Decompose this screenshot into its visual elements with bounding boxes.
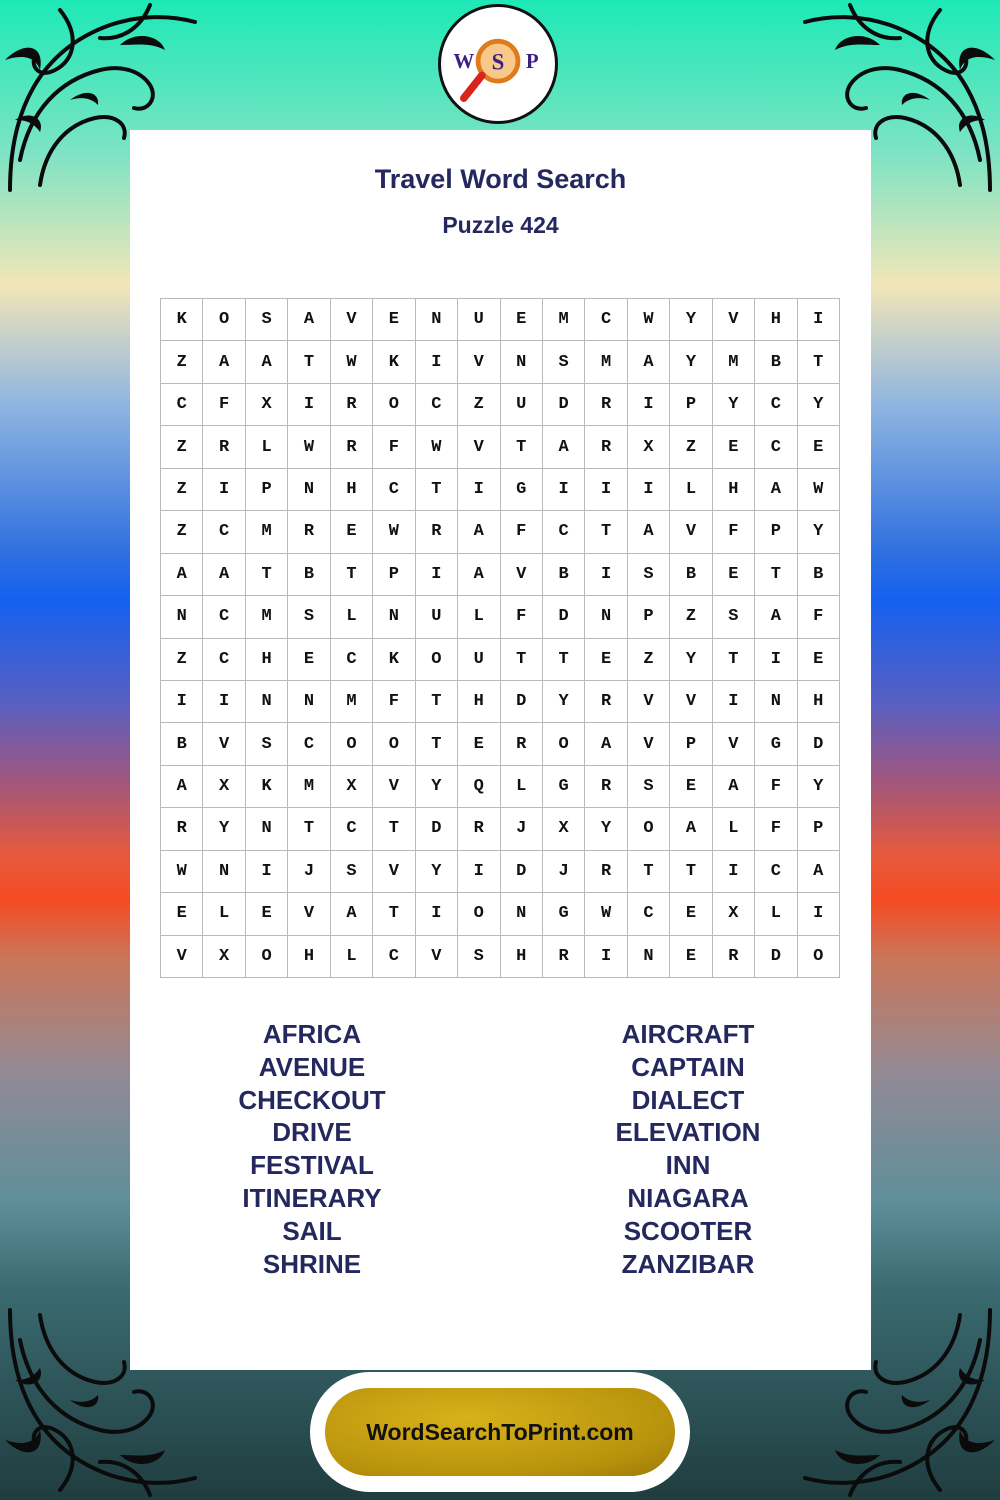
grid-cell[interactable]: Z (458, 384, 500, 426)
grid-cell[interactable]: H (246, 639, 288, 681)
grid-cell[interactable]: V (670, 511, 712, 553)
grid-cell[interactable]: R (331, 426, 373, 468)
grid-cell[interactable]: W (798, 469, 840, 511)
puzzle-title: Travel Word Search (374, 164, 627, 194)
grid-cell[interactable]: O (628, 808, 670, 850)
grid-cell[interactable]: S (713, 596, 755, 638)
grid-cell[interactable]: A (161, 766, 203, 808)
grid-cell[interactable]: N (203, 851, 245, 893)
grid-cell[interactable]: U (458, 299, 500, 341)
grid-cell[interactable]: W (331, 341, 373, 383)
grid-cell[interactable]: T (628, 851, 670, 893)
grid-cell[interactable]: M (585, 341, 627, 383)
grid-cell[interactable]: F (755, 808, 797, 850)
grid-cell[interactable]: I (713, 851, 755, 893)
grid-cell[interactable]: Y (203, 808, 245, 850)
grid-cell[interactable]: I (585, 936, 627, 978)
grid-cell[interactable]: Y (798, 384, 840, 426)
grid-cell[interactable]: T (373, 808, 415, 850)
grid-cell[interactable]: C (628, 893, 670, 935)
grid-cell[interactable]: P (670, 384, 712, 426)
grid-cell[interactable]: I (585, 554, 627, 596)
grid-cell[interactable]: O (543, 723, 585, 765)
grid-cell[interactable]: C (755, 384, 797, 426)
grid-cell[interactable]: R (203, 426, 245, 468)
grid-cell[interactable]: I (416, 554, 458, 596)
grid-cell[interactable]: V (373, 766, 415, 808)
logo-letter-w: W (453, 48, 475, 73)
grid-cell[interactable]: O (373, 723, 415, 765)
grid-cell[interactable]: J (501, 808, 543, 850)
grid-cell[interactable]: M (331, 681, 373, 723)
grid-cell[interactable]: V (458, 426, 500, 468)
grid-cell[interactable]: V (501, 554, 543, 596)
grid-cell[interactable]: O (798, 936, 840, 978)
grid-cell[interactable]: V (670, 681, 712, 723)
grid-cell[interactable]: Z (161, 341, 203, 383)
grid-cell[interactable]: A (161, 554, 203, 596)
grid-cell[interactable]: T (670, 851, 712, 893)
grid-cell[interactable]: P (670, 723, 712, 765)
grid-cell[interactable]: R (585, 426, 627, 468)
grid-cell[interactable]: T (246, 554, 288, 596)
grid-cell[interactable]: T (416, 469, 458, 511)
grid-cell[interactable]: Y (670, 299, 712, 341)
grid-cell[interactable]: C (331, 808, 373, 850)
logo-letter-s: S (491, 49, 505, 75)
grid-cell[interactable]: R (288, 511, 330, 553)
grid-cell[interactable]: W (373, 511, 415, 553)
grid-cell[interactable]: S (331, 851, 373, 893)
grid-cell[interactable]: S (458, 936, 500, 978)
grid-cell[interactable]: C (585, 299, 627, 341)
grid-cell[interactable]: P (628, 596, 670, 638)
grid-cell[interactable]: A (331, 893, 373, 935)
grid-cell[interactable]: I (585, 469, 627, 511)
grid-cell[interactable]: B (161, 723, 203, 765)
word-list-left (162, 1018, 462, 1280)
grid-cell[interactable]: A (713, 766, 755, 808)
grid-cell[interactable]: A (628, 511, 670, 553)
grid-cell[interactable]: L (331, 936, 373, 978)
grid-cell[interactable]: B (798, 554, 840, 596)
grid-cell[interactable]: E (713, 426, 755, 468)
grid-cell[interactable]: O (373, 384, 415, 426)
grid-cell[interactable]: R (585, 384, 627, 426)
grid-cell[interactable]: Z (628, 639, 670, 681)
word-list-item: CHECKOUT (238, 1084, 386, 1115)
grid-cell[interactable]: H (458, 681, 500, 723)
grid-cell[interactable]: C (755, 426, 797, 468)
grid-cell[interactable]: I (628, 469, 670, 511)
grid-cell[interactable]: I (458, 469, 500, 511)
grid-cell[interactable]: I (416, 341, 458, 383)
grid-cell[interactable]: Q (458, 766, 500, 808)
grid-cell[interactable]: R (331, 384, 373, 426)
grid-cell[interactable]: Z (670, 426, 712, 468)
grid-cell[interactable]: W (416, 426, 458, 468)
grid-cell[interactable]: R (543, 936, 585, 978)
grid-cell[interactable]: W (288, 426, 330, 468)
grid-cell[interactable]: O (246, 936, 288, 978)
grid-cell[interactable]: U (501, 384, 543, 426)
grid-cell[interactable]: D (416, 808, 458, 850)
grid-cell[interactable]: S (246, 299, 288, 341)
grid-cell[interactable]: A (670, 808, 712, 850)
grid-cell[interactable]: N (755, 681, 797, 723)
grid-cell[interactable]: C (416, 384, 458, 426)
grid-cell[interactable]: A (755, 596, 797, 638)
grid-cell[interactable]: X (331, 766, 373, 808)
grid-cell[interactable]: E (501, 299, 543, 341)
grid-cell[interactable]: F (373, 681, 415, 723)
grid-cell[interactable]: C (203, 596, 245, 638)
grid-cell[interactable]: A (458, 511, 500, 553)
grid-cell[interactable]: H (713, 469, 755, 511)
grid-cell[interactable]: F (203, 384, 245, 426)
grid-cell[interactable]: V (628, 681, 670, 723)
grid-cell[interactable]: T (416, 681, 458, 723)
grid-cell[interactable]: D (543, 596, 585, 638)
grid-cell[interactable]: Z (161, 426, 203, 468)
word-list-item: ITINERARY (242, 1182, 382, 1213)
grid-cell[interactable]: I (203, 681, 245, 723)
grid-cell[interactable]: L (713, 808, 755, 850)
grid-cell[interactable]: I (713, 681, 755, 723)
grid-cell[interactable]: W (585, 893, 627, 935)
word-list-item: SCOOTER (623, 1215, 753, 1246)
grid-cell[interactable]: B (288, 554, 330, 596)
grid-cell[interactable]: Z (161, 469, 203, 511)
grid-cell[interactable]: E (288, 639, 330, 681)
grid-cell[interactable]: E (331, 511, 373, 553)
word-list-item: DIALECT (631, 1084, 745, 1115)
grid-cell[interactable]: H (288, 936, 330, 978)
grid-cell[interactable]: K (246, 766, 288, 808)
grid-cell[interactable]: C (755, 851, 797, 893)
grid-cell[interactable]: I (416, 893, 458, 935)
grid-cell[interactable]: A (203, 341, 245, 383)
grid-cell[interactable]: Z (161, 511, 203, 553)
word-list-item: INN (665, 1150, 711, 1181)
grid-cell[interactable]: Z (670, 596, 712, 638)
grid-cell[interactable]: N (288, 469, 330, 511)
grid-cell[interactable]: E (713, 554, 755, 596)
grid-cell[interactable]: X (628, 426, 670, 468)
grid-cell[interactable]: N (161, 596, 203, 638)
grid-cell[interactable]: A (798, 851, 840, 893)
grid-cell[interactable]: W (161, 851, 203, 893)
grid-cell[interactable]: V (713, 299, 755, 341)
word-list-item: AFRICA (262, 1019, 362, 1049)
grid-cell[interactable]: L (246, 426, 288, 468)
grid-cell[interactable]: X (246, 384, 288, 426)
grid-cell[interactable]: L (458, 596, 500, 638)
grid-cell[interactable]: E (670, 893, 712, 935)
grid-cell[interactable]: X (543, 808, 585, 850)
grid-cell[interactable]: C (543, 511, 585, 553)
grid-cell[interactable]: Y (670, 639, 712, 681)
grid-cell[interactable]: M (288, 766, 330, 808)
grid-cell[interactable]: M (246, 511, 288, 553)
grid-cell[interactable]: R (585, 766, 627, 808)
grid-cell[interactable]: R (585, 851, 627, 893)
grid-cell[interactable]: L (203, 893, 245, 935)
grid-cell[interactable]: F (501, 596, 543, 638)
grid-cell[interactable]: E (161, 893, 203, 935)
grid-cell[interactable]: F (755, 766, 797, 808)
grid-cell[interactable]: J (543, 851, 585, 893)
grid-cell[interactable]: C (373, 936, 415, 978)
grid-cell[interactable]: I (798, 893, 840, 935)
grid-cell[interactable]: F (373, 426, 415, 468)
grid-cell[interactable]: U (458, 639, 500, 681)
grid-cell[interactable]: T (543, 639, 585, 681)
grid-cell[interactable]: Y (416, 851, 458, 893)
grid-cell[interactable]: N (628, 936, 670, 978)
grid-cell[interactable]: Y (798, 766, 840, 808)
grid-cell[interactable]: C (203, 511, 245, 553)
grid-cell[interactable]: T (416, 723, 458, 765)
grid-cell[interactable]: N (373, 596, 415, 638)
grid-cell[interactable]: R (501, 723, 543, 765)
puzzle-sheet (130, 130, 871, 1370)
grid-cell[interactable]: B (670, 554, 712, 596)
grid-cell[interactable]: V (713, 723, 755, 765)
grid-cell[interactable]: P (373, 554, 415, 596)
grid-cell[interactable]: V (203, 723, 245, 765)
grid-cell[interactable]: I (458, 851, 500, 893)
grid-cell[interactable]: D (543, 384, 585, 426)
grid-cell[interactable]: L (755, 893, 797, 935)
grid-cell[interactable]: I (628, 384, 670, 426)
grid-cell[interactable]: R (161, 808, 203, 850)
grid-cell[interactable]: V (416, 936, 458, 978)
grid-cell[interactable]: P (246, 469, 288, 511)
grid-cell[interactable]: O (331, 723, 373, 765)
grid-cell[interactable]: H (755, 299, 797, 341)
grid-cell[interactable]: Y (416, 766, 458, 808)
logo-letter-p: P (525, 48, 539, 73)
grid-cell[interactable]: S (628, 554, 670, 596)
grid-cell[interactable]: D (501, 851, 543, 893)
grid-cell[interactable]: S (543, 341, 585, 383)
grid-cell[interactable]: V (331, 299, 373, 341)
grid-cell[interactable]: I (288, 384, 330, 426)
word-list-right (538, 1018, 838, 1280)
grid-cell[interactable]: V (161, 936, 203, 978)
grid-cell[interactable]: E (798, 639, 840, 681)
grid-cell[interactable]: Y (713, 384, 755, 426)
grid-cell[interactable]: H (331, 469, 373, 511)
grid-cell[interactable]: I (543, 469, 585, 511)
grid-cell[interactable]: X (713, 893, 755, 935)
grid-cell[interactable]: T (501, 639, 543, 681)
grid-cell[interactable]: U (416, 596, 458, 638)
grid-cell[interactable]: R (416, 511, 458, 553)
word-list-item: ZANZIBAR (621, 1248, 755, 1279)
grid-cell[interactable]: E (458, 723, 500, 765)
grid-cell[interactable]: E (798, 426, 840, 468)
grid-cell[interactable]: M (543, 299, 585, 341)
site-link-text: WordSearchToPrint.com (366, 1418, 634, 1445)
grid-cell[interactable]: O (458, 893, 500, 935)
puzzle-number: Puzzle 424 (442, 212, 559, 238)
grid-cell[interactable]: D (798, 723, 840, 765)
grid-cell[interactable]: N (585, 596, 627, 638)
grid-cell[interactable]: A (585, 723, 627, 765)
grid-cell[interactable]: F (798, 596, 840, 638)
grid-cell[interactable]: V (458, 341, 500, 383)
grid-cell[interactable]: I (246, 851, 288, 893)
grid-cell[interactable]: M (246, 596, 288, 638)
grid-cell[interactable]: Y (798, 511, 840, 553)
grid-cell[interactable]: V (628, 723, 670, 765)
grid-cell[interactable]: P (798, 808, 840, 850)
grid-cell[interactable]: G (543, 766, 585, 808)
grid-cell[interactable]: T (373, 893, 415, 935)
grid-cell[interactable]: D (501, 681, 543, 723)
grid-cell[interactable]: N (246, 808, 288, 850)
grid-cell[interactable]: S (246, 723, 288, 765)
grid-cell[interactable]: V (288, 893, 330, 935)
grid-cell[interactable]: L (331, 596, 373, 638)
word-list-item: AVENUE (258, 1051, 366, 1082)
grid-cell[interactable]: R (458, 808, 500, 850)
grid-cell[interactable]: A (246, 341, 288, 383)
grid-cell[interactable]: K (373, 341, 415, 383)
grid-cell[interactable]: Y (670, 341, 712, 383)
grid-cell[interactable]: C (203, 639, 245, 681)
grid-cell[interactable]: E (670, 766, 712, 808)
grid-cell[interactable]: L (501, 766, 543, 808)
grid-cell[interactable]: A (458, 554, 500, 596)
word-list-item: SAIL (282, 1215, 342, 1246)
grid-cell[interactable]: C (373, 469, 415, 511)
grid-cell[interactable]: C (161, 384, 203, 426)
grid-cell[interactable]: A (628, 341, 670, 383)
grid-cell[interactable]: T (585, 511, 627, 553)
grid-cell[interactable]: L (670, 469, 712, 511)
grid-cell[interactable]: R (713, 936, 755, 978)
word-list-item: ELEVATION (615, 1117, 761, 1148)
grid-cell[interactable]: T (288, 808, 330, 850)
grid-cell[interactable]: E (585, 639, 627, 681)
grid-cell[interactable]: T (331, 554, 373, 596)
letter-grid (160, 298, 840, 978)
grid-cell[interactable]: C (288, 723, 330, 765)
grid-cell[interactable]: T (798, 341, 840, 383)
grid-cell[interactable]: T (755, 554, 797, 596)
grid-cell[interactable]: X (203, 766, 245, 808)
grid-cell[interactable]: G (501, 469, 543, 511)
grid-cell[interactable]: H (798, 681, 840, 723)
grid-cell[interactable]: N (501, 341, 543, 383)
word-list-item: AIRCRAFT (621, 1019, 755, 1049)
grid-cell[interactable]: F (713, 511, 755, 553)
grid-cell[interactable]: J (288, 851, 330, 893)
grid-cell[interactable]: P (755, 511, 797, 553)
grid-cell[interactable]: E (670, 936, 712, 978)
grid-cell[interactable]: S (288, 596, 330, 638)
grid-cell[interactable]: G (755, 723, 797, 765)
grid-cell[interactable]: Y (543, 681, 585, 723)
grid-cell[interactable]: W (628, 299, 670, 341)
word-list-item: FESTIVAL (250, 1150, 374, 1181)
grid-cell[interactable]: I (798, 299, 840, 341)
grid-cell[interactable]: B (755, 341, 797, 383)
word-list-item: DRIVE (272, 1117, 352, 1148)
word-list-item: CAPTAIN (631, 1051, 745, 1082)
grid-cell[interactable]: B (543, 554, 585, 596)
grid-cell[interactable]: T (288, 341, 330, 383)
grid-cell[interactable]: F (501, 511, 543, 553)
grid-cell[interactable]: E (373, 299, 415, 341)
grid-cell[interactable]: A (543, 426, 585, 468)
grid-cell[interactable]: I (755, 639, 797, 681)
grid-cell[interactable]: S (628, 766, 670, 808)
wsp-logo[interactable] (438, 4, 558, 124)
grid-cell[interactable]: E (246, 893, 288, 935)
grid-cell[interactable]: O (203, 299, 245, 341)
grid-cell[interactable]: G (543, 893, 585, 935)
grid-cell[interactable]: A (203, 554, 245, 596)
grid-cell[interactable]: K (373, 639, 415, 681)
grid-cell[interactable]: N (246, 681, 288, 723)
word-list-item: SHRINE (262, 1248, 362, 1279)
word-list-item: NIAGARA (627, 1182, 749, 1213)
grid-cell[interactable]: H (501, 936, 543, 978)
grid-cell[interactable]: N (501, 893, 543, 935)
grid-cell[interactable]: K (161, 299, 203, 341)
grid-cell[interactable]: M (713, 341, 755, 383)
grid-cell[interactable]: D (755, 936, 797, 978)
grid-cell[interactable]: R (585, 681, 627, 723)
grid-cell[interactable]: A (755, 469, 797, 511)
grid-cell[interactable]: T (713, 639, 755, 681)
grid-cell[interactable]: Z (161, 639, 203, 681)
grid-cell[interactable]: C (331, 639, 373, 681)
grid-cell[interactable]: I (161, 681, 203, 723)
grid-cell[interactable]: O (416, 639, 458, 681)
grid-cell[interactable]: N (416, 299, 458, 341)
grid-cell[interactable]: I (203, 469, 245, 511)
grid-cell[interactable]: N (288, 681, 330, 723)
site-link-button[interactable] (325, 1388, 675, 1476)
grid-cell[interactable]: T (501, 426, 543, 468)
grid-cell[interactable]: X (203, 936, 245, 978)
grid-cell[interactable]: A (288, 299, 330, 341)
grid-cell[interactable]: Y (585, 808, 627, 850)
grid-cell[interactable]: V (373, 851, 415, 893)
